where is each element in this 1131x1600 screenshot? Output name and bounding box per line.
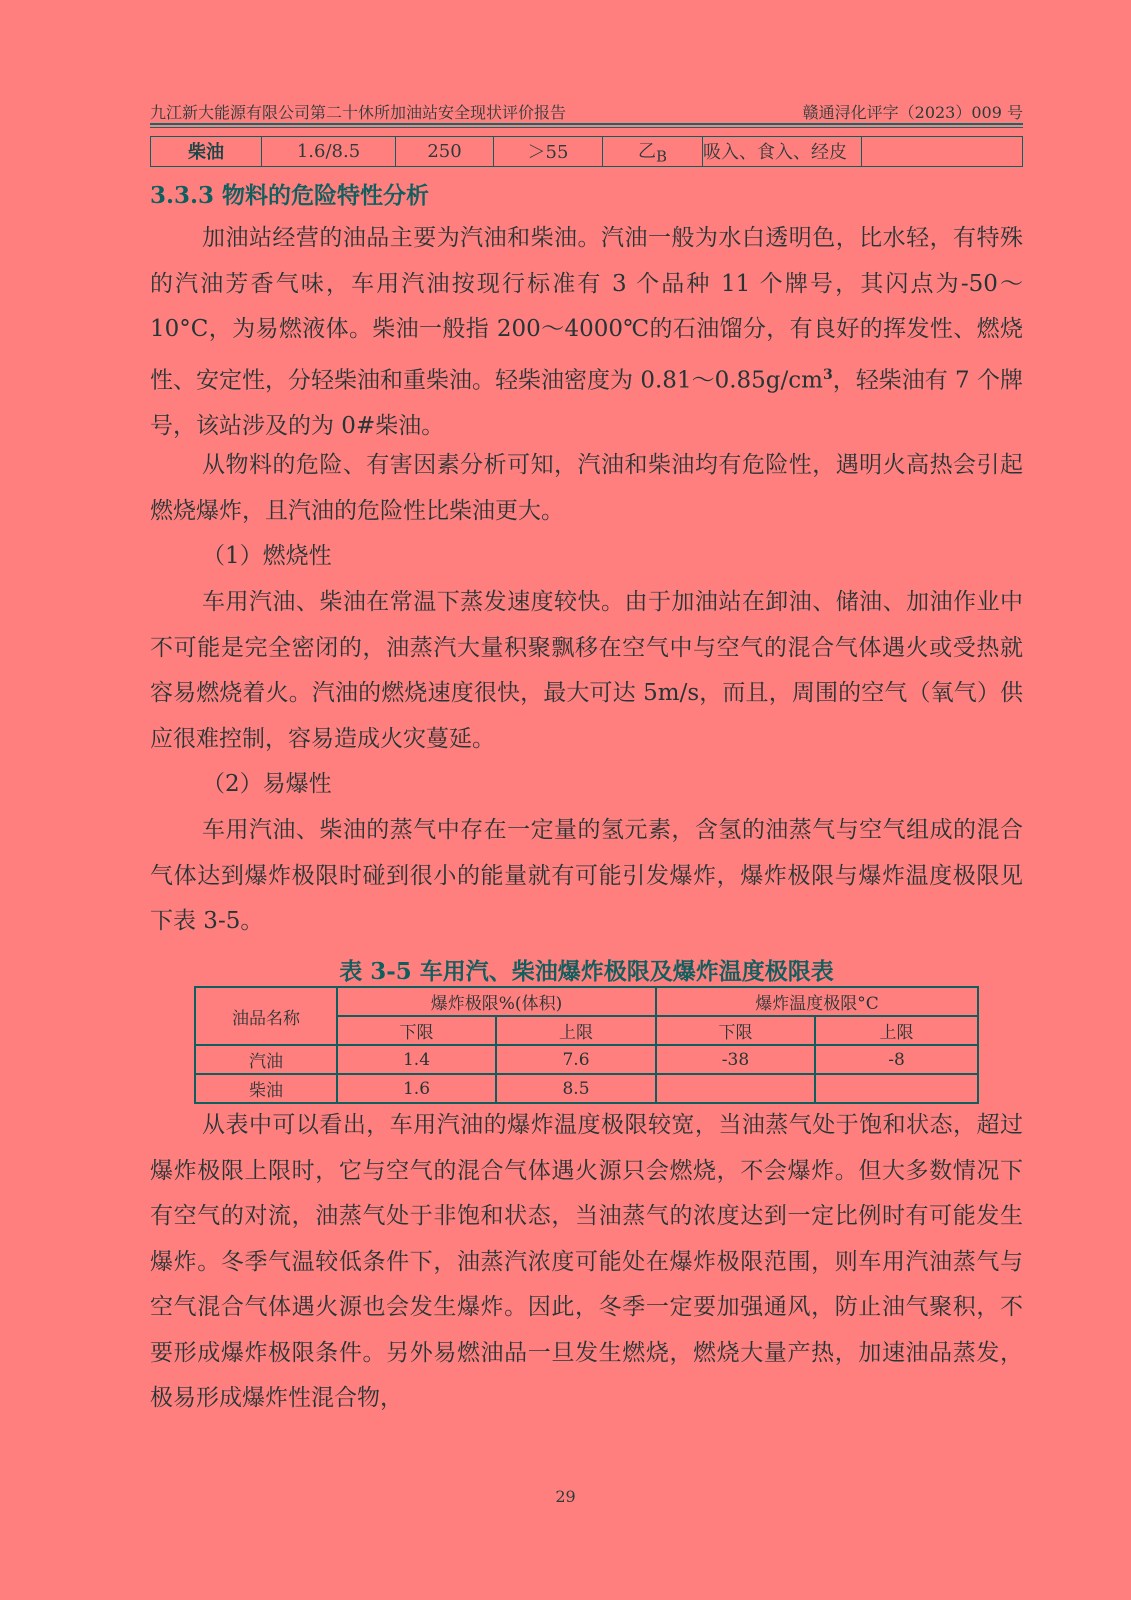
table-header-row <box>195 987 978 1016</box>
paragraph: 车用汽油、柴油在常温下蒸发速度较快。由于加油站在卸油、储油、加油作业中不可能是完全密闭的，油蒸汽大量积聚飘移在空气中与空气的混合气体遇火或受热就容易燃烧着火。汽油的燃烧速度很快，最大可达 5m/s，而且，周围的空气（氧气）供应很难控制，容易造成火灾蔓延。 <box>150 589 1023 752</box>
table-cell: 7.6 <box>496 1045 656 1074</box>
paragraph-text: 加油站经营的油品主要为汽油和柴油。汽油一般为水白透明色，比水轻，有特殊的汽油芳香气味，车用汽油按现行标准有 3 个品种 11 个牌号，其闪点为-50～10°C，为易燃液体。柴油一般指 200～4000℃的石油馏分，有良好的挥发性、燃烧性、安定性，分轻柴油和重柴油。轻柴油密度为 0.81～0.85g/cm <box>150 225 1023 394</box>
list-item: （2）易爆性 <box>202 771 332 797</box>
paragraph-text: ，轻柴油有 7 个牌号，该站涉及的为 0#柴油。 <box>150 367 1023 439</box>
table-caption: 表 3-5 车用汽、柴油爆炸极限及爆炸温度极限表 <box>339 958 834 985</box>
table-cell: 柴油 <box>151 137 262 167</box>
table-cell: -38 <box>656 1045 815 1074</box>
header-cell: 上限 <box>496 1016 656 1045</box>
table-cell-main: 乙 <box>637 141 656 162</box>
header-cell: 爆炸温度极限°C <box>656 987 978 1016</box>
section-heading: 3.3.3 物料的危险特性分析 <box>150 182 430 209</box>
table-row <box>195 1045 978 1074</box>
table-cell-sub: B <box>655 147 668 166</box>
header-rule <box>150 123 1023 125</box>
list-item: （1）燃烧性 <box>202 543 332 569</box>
table-row <box>151 137 1023 167</box>
header-cell: 下限 <box>656 1016 815 1045</box>
table-cell: 1.6/8.5 <box>262 137 396 167</box>
table-cell: 250 <box>396 137 494 167</box>
table-cell <box>815 1074 978 1103</box>
continued-table <box>150 136 1023 167</box>
explosion-limit-table <box>194 986 979 1104</box>
paragraph: 车用汽油、柴油的蒸气中存在一定量的氢元素，含氢的油蒸气与空气组成的混合气体达到爆炸极限时碰到很小的能量就有可能引发爆炸，爆炸极限与爆炸温度极限见下表 3-5。 <box>150 817 1023 934</box>
superscript: 3 <box>822 366 833 383</box>
header-report-number: 赣通浔化评字（2023）009 号 <box>802 103 1023 122</box>
table-cell <box>603 137 703 167</box>
table-cell: 1.4 <box>337 1045 496 1074</box>
table-cell: 汽油 <box>195 1045 337 1074</box>
table-cell: 1.6 <box>337 1074 496 1103</box>
paragraph: 从表中可以看出，车用汽油的爆炸温度极限较宽，当油蒸气处于饱和状态，超过爆炸极限上限时，它与空气的混合气体遇火源只会燃烧，不会爆炸。但大多数情况下有空气的对流，油蒸气处于非饱和状态，当油蒸气的浓度达到一定比例时有可能发生爆炸。冬季气温较低条件下，油蒸汽浓度可能处在爆炸极限范围，则车用汽油蒸气与空气混合气体遇火源也会发生爆炸。因此，冬季一定要加强通风，防止油气聚积，不要形成爆炸极限条件。另外易燃油品一旦发生燃烧，燃烧大量产热，加速油品蒸发，极易形成爆炸性混合物， <box>150 1112 1023 1411</box>
header-cell: 油品名称 <box>195 987 337 1045</box>
table-cell <box>862 137 1023 167</box>
table-cell: ＞55 <box>494 137 603 167</box>
paragraph <box>150 216 1023 449</box>
paragraph: 从物料的危险、有害因素分析可知，汽油和柴油均有危险性，遇明火高热会引起燃烧爆炸，且汽油的危险性比柴油更大。 <box>150 452 1023 524</box>
table-row <box>195 1074 978 1103</box>
header-cell: 上限 <box>815 1016 978 1045</box>
page-number: 29 <box>555 1487 576 1506</box>
header-cell: 下限 <box>337 1016 496 1045</box>
header-cell: 爆炸极限%(体积) <box>337 987 656 1016</box>
table-cell: 8.5 <box>496 1074 656 1103</box>
table-cell: 柴油 <box>195 1074 337 1103</box>
table-cell: -8 <box>815 1045 978 1074</box>
table-cell: 吸入、食入、经皮 <box>703 137 862 167</box>
header-report-title: 九江新大能源有限公司第二十休所加油站安全现状评价报告 <box>150 103 567 122</box>
table-cell <box>656 1074 815 1103</box>
header-rule-thin <box>150 127 1023 128</box>
